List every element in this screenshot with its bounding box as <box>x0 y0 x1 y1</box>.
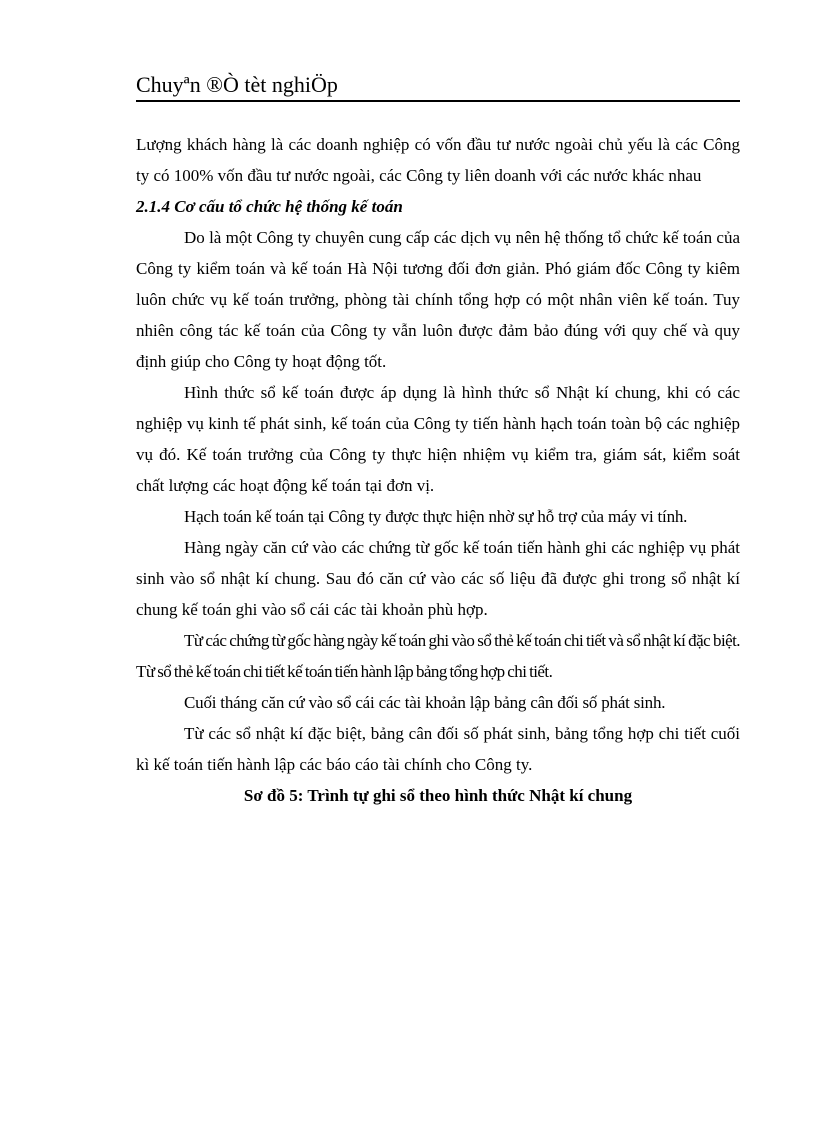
intro-paragraph: Lượng khách hàng là các doanh nghiệp có vốn đầu tư nước ngoài chủ yếu là các Công ty có 100% vốn đầu tư nước ngoài, các Công ty liên doanh với các nước khác nhau <box>136 135 740 185</box>
paragraph-month-end: Cuối tháng căn cứ vào sổ cái các tài khoản lập bảng cân đối số phát sinh. <box>184 693 666 712</box>
paragraph-financial-reports: Từ các sổ nhật kí đặc biệt, bảng cân đối số phát sinh, bảng tổng hợp chi tiết cuối kì kế toán tiến hành lập các báo cáo tài chính cho Công ty. <box>136 724 740 774</box>
paragraph-detail-ledger: Từ các chứng từ gốc hàng ngày kế toán ghi vào sổ thẻ kế toán chi tiết và sổ nhật kí đặc biệt. Từ sổ thẻ kế toán chi tiết kế toán tiến hành lập bảng tổng hợp chi tiết. <box>136 631 740 681</box>
paragraph-computer-support: Hạch toán kế toán tại Công ty được thực hiện nhờ sự hỗ trợ của máy vi tính. <box>184 507 688 526</box>
document-body <box>136 129 740 811</box>
section-heading: 2.1.4 Cơ cấu tổ chức hệ thống kế toán <box>136 197 403 216</box>
page-header <box>136 70 740 102</box>
paragraph-bookkeeping-form: Hình thức sổ kế toán được áp dụng là hình thức sổ Nhật kí chung, khi có các nghiệp vụ kinh tế phát sinh, kế toán của Công ty tiến hành hạch toán toàn bộ các nghiệp vụ đó. Kế toán trưởng của Công ty thực hiện nhiệm vụ kiểm tra, giám sát, kiểm soát chất lượng các hoạt động kế toán tại đơn vị. <box>136 383 740 495</box>
paragraph-daily-recording: Hàng ngày căn cứ vào các chứng từ gốc kế toán tiến hành ghi các nghiệp vụ phát sinh vào sổ nhật kí chung. Sau đó căn cứ vào các số liệu đã được ghi trong sổ nhật kí chung kế toán ghi vào sổ cái các tài khoản phù hợp. <box>136 538 740 619</box>
paragraph-accounting-structure: Do là một Công ty chuyên cung cấp các dịch vụ nên hệ thống tổ chức kế toán của Công ty kiểm toán và kế toán Hà Nội tương đối đơn giản. Phó giám đốc Công ty kiêm luôn chức vụ kế toán trưởng, phòng tài chính tổng hợp có một nhân viên kế toán. Tuy nhiên công tác kế toán của Công ty vẫn luôn được đảm bảo đúng với quy chế và quy định giúp cho Công ty hoạt động tốt. <box>136 228 740 371</box>
header-title: Chuyªn ®Ò tèt nghiÖp <box>136 72 338 97</box>
diagram-caption: Sơ đồ 5: Trình tự ghi sổ theo hình thức Nhật kí chung <box>243 786 633 805</box>
